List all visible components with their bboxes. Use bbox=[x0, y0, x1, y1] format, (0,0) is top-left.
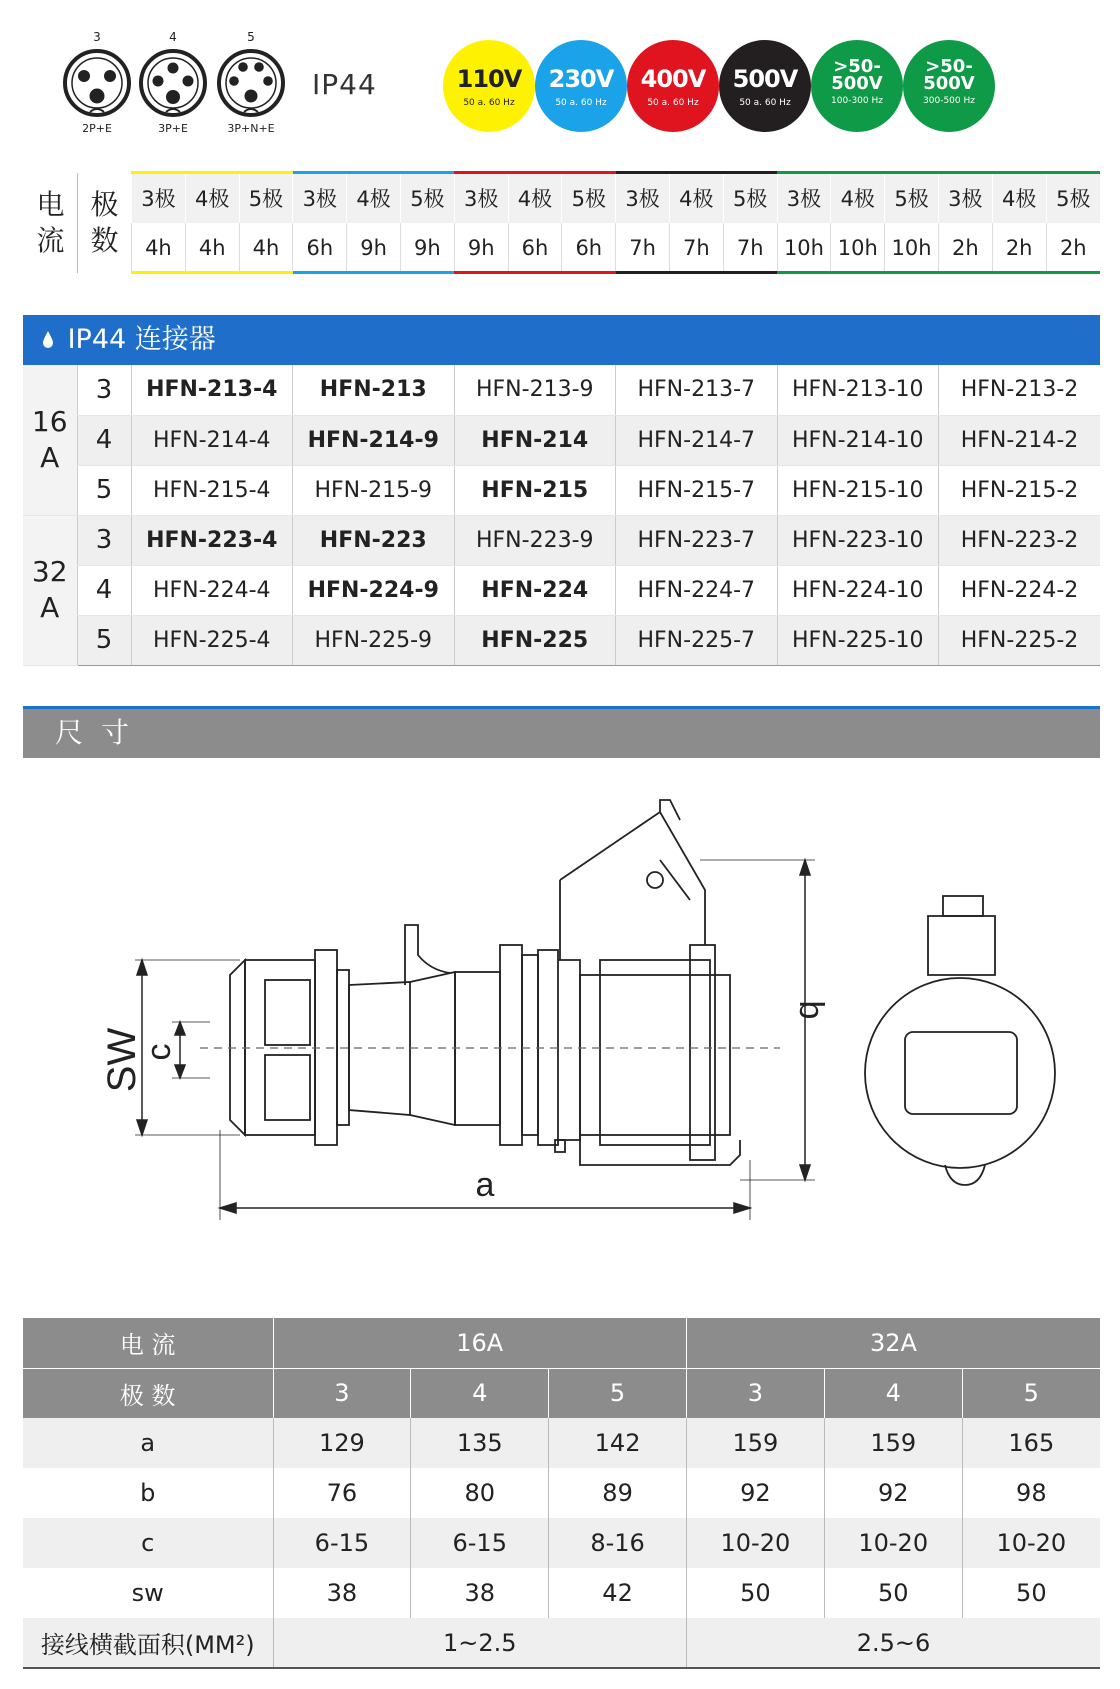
pin-caption: 3P+E bbox=[158, 122, 188, 135]
voltage-value: 500V bbox=[831, 73, 883, 94]
model-number-cell: HFN-214-10 bbox=[777, 415, 939, 465]
pole-count-cell: 5极 bbox=[885, 173, 939, 223]
operating-time-table bbox=[23, 173, 1100, 273]
pole-count-cell: 5极 bbox=[562, 173, 616, 223]
connector-section-header bbox=[23, 315, 1100, 365]
dimension-value-cell: 50 bbox=[962, 1568, 1100, 1618]
pole-cell: 4 bbox=[77, 565, 131, 615]
voltage-color-line bbox=[777, 271, 939, 274]
dimension-value-cell: 38 bbox=[411, 1568, 549, 1618]
table-row bbox=[23, 1518, 1100, 1568]
model-number-cell: HFN-215-10 bbox=[777, 465, 939, 515]
duration-cell: 2h bbox=[1046, 223, 1100, 273]
voltage-badge bbox=[811, 40, 903, 132]
voltage-color-line bbox=[131, 271, 293, 274]
current-header-label: 电 流 bbox=[23, 1318, 273, 1368]
poles-header-cell: 4 bbox=[824, 1368, 962, 1418]
duration-cell: 4h bbox=[132, 223, 186, 273]
model-number-cell: HFN-223-4 bbox=[131, 515, 293, 565]
pole-count-cell: 5极 bbox=[1046, 173, 1100, 223]
dimension-value-cell: 159 bbox=[824, 1418, 962, 1468]
pin-caption: 2P+E bbox=[82, 122, 112, 135]
voltage-value: 500V bbox=[923, 73, 975, 94]
connector-technical-drawing bbox=[0, 760, 1120, 1260]
duration-cell: 10h bbox=[777, 223, 831, 273]
model-number-cell: HFN-224-9 bbox=[293, 565, 455, 615]
duration-cell: 9h bbox=[400, 223, 454, 273]
voltage-color-line bbox=[616, 271, 778, 274]
voltage-value: 110V bbox=[456, 65, 522, 93]
pin-count: 4 bbox=[169, 30, 177, 44]
a-dimension-label: a bbox=[475, 1166, 495, 1204]
table-row bbox=[23, 1568, 1100, 1618]
poles-header-cell: 5 bbox=[549, 1368, 687, 1418]
table-row bbox=[23, 515, 1100, 565]
pole-count-cell: 4极 bbox=[185, 173, 239, 223]
model-number-cell: HFN-224-2 bbox=[939, 565, 1101, 615]
model-number-cell: HFN-214-7 bbox=[616, 415, 778, 465]
voltage-color-line bbox=[293, 271, 455, 274]
sw-dimension-label: SW bbox=[100, 1027, 144, 1093]
model-number-cell: HFN-213-7 bbox=[616, 365, 778, 415]
dimension-value-cell: 76 bbox=[273, 1468, 411, 1518]
pin-diagram-4 bbox=[133, 30, 213, 135]
pin-diagram-3 bbox=[57, 30, 137, 135]
model-number-cell: HFN-214-4 bbox=[131, 415, 293, 465]
current-header-cell: 16A bbox=[273, 1318, 686, 1368]
model-number-cell: HFN-225 bbox=[454, 615, 616, 665]
model-number-cell: HFN-215-2 bbox=[939, 465, 1101, 515]
dimension-value-cell: 129 bbox=[273, 1418, 411, 1468]
model-number-cell: HFN-223-7 bbox=[616, 515, 778, 565]
wire-section-value: 2.5~6 bbox=[686, 1618, 1100, 1668]
pole-cell: 5 bbox=[77, 615, 131, 665]
voltage-frequency: 50 a. 60 Hz bbox=[647, 98, 699, 108]
duration-cell: 2h bbox=[938, 223, 992, 273]
pole-count-cell: 4极 bbox=[831, 173, 885, 223]
pole-cell: 3 bbox=[77, 515, 131, 565]
voltage-color-line bbox=[131, 171, 293, 174]
model-number-cell: HFN-224-4 bbox=[131, 565, 293, 615]
model-number-cell: HFN-225-2 bbox=[939, 615, 1101, 665]
model-table bbox=[23, 365, 1100, 666]
dimension-value-cell: 38 bbox=[273, 1568, 411, 1618]
dimension-value-cell: 92 bbox=[824, 1468, 962, 1518]
model-number-cell: HFN-215-4 bbox=[131, 465, 293, 515]
model-number-cell: HFN-213-10 bbox=[777, 365, 939, 415]
model-number-cell: HFN-223-2 bbox=[939, 515, 1101, 565]
voltage-range: >50- bbox=[925, 56, 973, 77]
duration-cell: 7h bbox=[723, 223, 777, 273]
duration-cell: 10h bbox=[885, 223, 939, 273]
table-row bbox=[23, 1418, 1100, 1468]
dimension-value-cell: 165 bbox=[962, 1418, 1100, 1468]
dimension-value-cell: 142 bbox=[549, 1418, 687, 1468]
model-number-cell: HFN-225-9 bbox=[293, 615, 455, 665]
model-number-cell: HFN-223-9 bbox=[454, 515, 616, 565]
voltage-color-line bbox=[939, 171, 1101, 174]
b-dimension-label: b bbox=[792, 1000, 830, 1020]
dimension-value-cell: 10-20 bbox=[962, 1518, 1100, 1568]
voltage-color-line bbox=[616, 171, 778, 174]
dimension-table bbox=[23, 1318, 1100, 1669]
poles-header-row bbox=[23, 1368, 1100, 1418]
model-number-cell: HFN-213-2 bbox=[939, 365, 1101, 415]
pole-cell: 5 bbox=[77, 465, 131, 515]
drop-icon bbox=[41, 330, 55, 350]
duration-cell: 4h bbox=[239, 223, 293, 273]
model-number-cell: HFN-224 bbox=[454, 565, 616, 615]
dimension-section-title: 尺寸 bbox=[55, 716, 148, 749]
model-number-cell: HFN-213-4 bbox=[131, 365, 293, 415]
dimension-label-cell: b bbox=[140, 1479, 156, 1507]
pole-count-cell: 3极 bbox=[777, 173, 831, 223]
socket-5pin-icon bbox=[216, 48, 286, 118]
connector-side-view bbox=[865, 896, 1055, 1185]
voltage-color-line bbox=[939, 271, 1101, 274]
voltage-badge bbox=[443, 40, 535, 132]
duration-cell: 2h bbox=[992, 223, 1046, 273]
wire-section-row bbox=[23, 1618, 1100, 1668]
table-row bbox=[23, 365, 1100, 415]
connector-section-title: IP44 连接器 bbox=[67, 324, 216, 355]
pin-caption: 3P+N+E bbox=[227, 122, 275, 135]
poles-header: 极 数 bbox=[78, 173, 132, 273]
current-header: 电 流 bbox=[24, 173, 78, 273]
voltage-color-line bbox=[454, 271, 616, 274]
pole-count-cell: 3极 bbox=[132, 173, 186, 223]
dimension-value-cell: 6-15 bbox=[411, 1518, 549, 1568]
model-number-cell: HFN-224-10 bbox=[777, 565, 939, 615]
pin-diagram-5 bbox=[211, 30, 291, 135]
dimension-value-cell: 80 bbox=[411, 1468, 549, 1518]
duration-cell: 6h bbox=[508, 223, 562, 273]
dimension-value-cell: 10-20 bbox=[686, 1518, 824, 1568]
duration-cell: 6h bbox=[293, 223, 347, 273]
voltage-frequency: 300-500 Hz bbox=[923, 96, 975, 106]
poles-header-cell: 3 bbox=[686, 1368, 824, 1418]
pole-cell: 4 bbox=[77, 415, 131, 465]
pin-count: 5 bbox=[247, 30, 255, 44]
voltage-value: 400V bbox=[640, 65, 706, 93]
voltage-badge bbox=[627, 40, 719, 132]
model-number-cell: HFN-214-9 bbox=[293, 415, 455, 465]
duration-cell: 6h bbox=[562, 223, 616, 273]
dimension-value-cell: 159 bbox=[686, 1418, 824, 1468]
dimension-value-cell: 42 bbox=[549, 1568, 687, 1618]
dimension-label-cell: sw bbox=[131, 1579, 164, 1607]
pole-count-cell: 3极 bbox=[616, 173, 670, 223]
model-number-cell: HFN-223 bbox=[293, 515, 455, 565]
dimension-label-cell: c bbox=[23, 1518, 273, 1568]
voltage-range: >50- bbox=[833, 56, 881, 77]
table-row bbox=[23, 1468, 1100, 1518]
voltage-frequency: 50 a. 60 Hz bbox=[463, 98, 515, 108]
dimension-value-cell: 89 bbox=[549, 1468, 687, 1518]
table-row bbox=[23, 615, 1100, 665]
dimension-value-cell: 10-20 bbox=[824, 1518, 962, 1568]
voltage-frequency: 100-300 Hz bbox=[831, 96, 883, 106]
duration-cell: 4h bbox=[185, 223, 239, 273]
voltage-badge bbox=[719, 40, 811, 132]
socket-4pin-icon bbox=[138, 48, 208, 118]
pole-cell: 3 bbox=[77, 365, 131, 415]
model-number-cell: HFN-224-7 bbox=[616, 565, 778, 615]
ip-rating-label: IP44 bbox=[312, 68, 377, 101]
model-number-cell: HFN-215 bbox=[454, 465, 616, 515]
table-row bbox=[23, 565, 1100, 615]
model-number-cell: HFN-225-10 bbox=[777, 615, 939, 665]
wire-section-value: 1~2.5 bbox=[273, 1618, 686, 1668]
dimension-value-cell: 98 bbox=[962, 1468, 1100, 1518]
c-dimension-label: c bbox=[140, 1043, 178, 1061]
pole-count-cell: 4极 bbox=[992, 173, 1046, 223]
voltage-color-line bbox=[454, 171, 616, 174]
voltage-frequency: 50 a. 60 Hz bbox=[555, 98, 607, 108]
dimension-label-cell: a bbox=[23, 1418, 273, 1468]
pole-count-cell: 4极 bbox=[508, 173, 562, 223]
voltage-value: 230V bbox=[548, 65, 614, 93]
dimension-value-cell: 92 bbox=[686, 1468, 824, 1518]
pole-count-cell: 3极 bbox=[938, 173, 992, 223]
voltage-color-line bbox=[293, 171, 455, 174]
voltage-badge bbox=[535, 40, 627, 132]
poles-header-cell: 5 bbox=[962, 1368, 1100, 1418]
voltage-value: 500V bbox=[732, 65, 798, 93]
model-number-cell: HFN-225-4 bbox=[131, 615, 293, 665]
pole-count-cell: 3极 bbox=[293, 173, 347, 223]
poles-header-cell: 4 bbox=[411, 1368, 549, 1418]
model-number-cell: HFN-225-7 bbox=[616, 615, 778, 665]
dimension-value-cell: 8-16 bbox=[549, 1518, 687, 1568]
dimension-value-cell: 6-15 bbox=[273, 1518, 411, 1568]
table-row bbox=[23, 415, 1100, 465]
duration-cell: 7h bbox=[669, 223, 723, 273]
model-number-cell: HFN-215-7 bbox=[616, 465, 778, 515]
current-header-row bbox=[23, 1318, 1100, 1368]
pole-count-cell: 3极 bbox=[454, 173, 508, 223]
dimension-section-header bbox=[23, 706, 1100, 758]
duration-cell: 9h bbox=[454, 223, 508, 273]
wire-section-label: 接线横截面积(MM²) bbox=[23, 1618, 273, 1668]
model-number-cell: HFN-223-10 bbox=[777, 515, 939, 565]
model-number-cell: HFN-213-9 bbox=[454, 365, 616, 415]
current-header-cell: 32A bbox=[686, 1318, 1100, 1368]
voltage-frequency: 50 a. 60 Hz bbox=[739, 98, 791, 108]
model-number-cell: HFN-215-9 bbox=[293, 465, 455, 515]
model-number-cell: HFN-214 bbox=[454, 415, 616, 465]
current-rating-cell: 16 A bbox=[23, 365, 77, 515]
duration-cell: 7h bbox=[616, 223, 670, 273]
model-number-cell: HFN-214-2 bbox=[939, 415, 1101, 465]
pin-count: 3 bbox=[93, 30, 101, 44]
duration-cell: 10h bbox=[831, 223, 885, 273]
duration-cell: 9h bbox=[347, 223, 401, 273]
voltage-color-line bbox=[777, 171, 939, 174]
pole-count-cell: 5极 bbox=[400, 173, 454, 223]
dimension-value-cell: 135 bbox=[411, 1418, 549, 1468]
table-row bbox=[23, 465, 1100, 515]
current-rating-cell: 32 A bbox=[23, 515, 77, 665]
voltage-badge bbox=[903, 40, 995, 132]
pole-count-cell: 4极 bbox=[347, 173, 401, 223]
socket-3pin-icon bbox=[62, 48, 132, 118]
dimension-value-cell: 50 bbox=[686, 1568, 824, 1618]
poles-header-cell: 3 bbox=[273, 1368, 411, 1418]
pole-count-cell: 5极 bbox=[239, 173, 293, 223]
pole-count-cell: 5极 bbox=[723, 173, 777, 223]
pole-count-cell: 4极 bbox=[669, 173, 723, 223]
poles-header-label: 极 数 bbox=[23, 1368, 273, 1418]
dimension-value-cell: 50 bbox=[824, 1568, 962, 1618]
model-number-cell: HFN-213 bbox=[293, 365, 455, 415]
